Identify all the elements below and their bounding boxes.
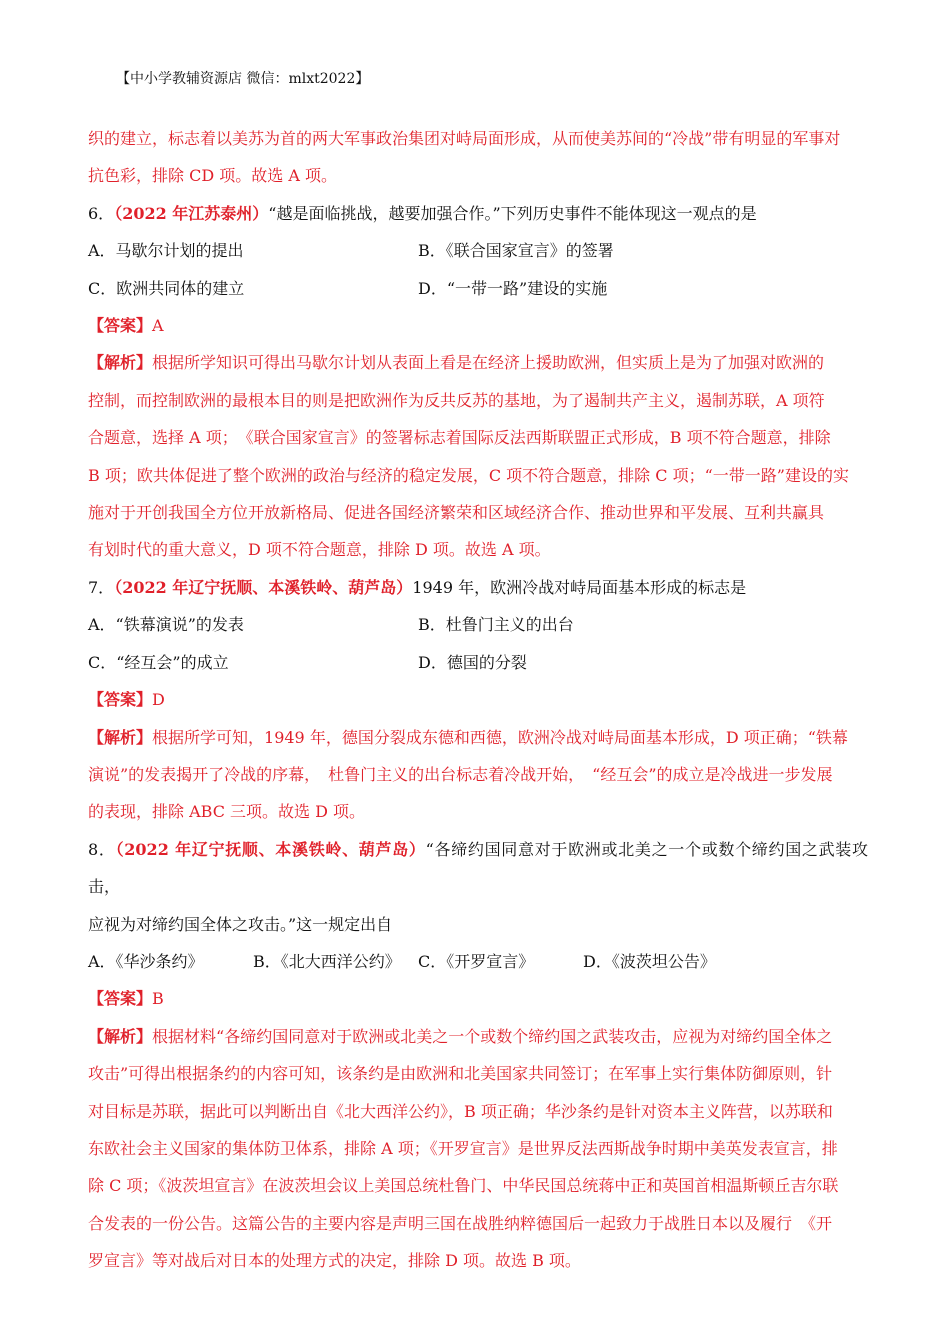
analysis-line: 合发表的一份公告。这篇公告的主要内容是声明三国在战胜纳粹德国后一起致力于战胜日本以及履行 《开 (88, 1213, 833, 1233)
analysis-line: 控制，而控制欧洲的最根本目的则是把欧洲作为反共反苏的基地，为了遏制共产主义，遏制苏联，A 项符 (88, 390, 825, 410)
options-row (88, 606, 868, 643)
question-8-stem (88, 831, 868, 906)
analysis-line: 攻击”可得出根据条约的内容可知，该条约是由欧洲和北美国家共同签订；在军事上实行集体防御原则，针 (88, 1064, 833, 1084)
question-source: （2022 年辽宁抚顺、本溪铁岭、葫芦岛） (114, 577, 413, 597)
question-text: 1949 年，欧洲冷战对峙局面基本形成的标志是 (412, 577, 747, 597)
option-c: C．《开罗宣言》 (418, 951, 535, 971)
option-d: D．《波茨坦公告》 (583, 951, 716, 971)
option-b: B．杜鲁门主义的出台 (418, 615, 574, 635)
option-b: B．《联合国家宣言》的签署 (418, 241, 614, 261)
question-text: “各缔约国同意对于欧洲或北美之一个或数个缔约国之武装攻击， (88, 839, 868, 897)
analysis-line (88, 719, 868, 756)
analysis-line: 施对于开创我国全方位开放新格局、促进各国经济繁荣和区域经济合作、推动世界和平发展、互利共赢具 (88, 503, 825, 523)
analysis-line (88, 344, 868, 381)
options-row (88, 644, 868, 681)
analysis-line: 演说”的发表揭开了冷战的序幕， 杜鲁门主义的出台标志着冷战开始， “经互会”的成立是冷战进一步发展 (88, 764, 833, 784)
page-header: 【中小学教辅资源店 微信：mlxt2022】 (116, 71, 370, 87)
question-number: 8． (88, 839, 116, 859)
analysis-label: 【解析】 (88, 353, 153, 373)
analysis-line: 罗宣言》等对战后对日本的处理方式的决定，排除 D 项。故选 B 项。 (88, 1251, 581, 1271)
analysis-line: 对目标是苏联，据此可以判断出自《北大西洋公约》，B 项正确；华沙条约是针对资本主义阵营，以苏联和 (88, 1101, 833, 1121)
analysis-line: 合题意，选择 A 项； 《联合国家宣言》的签署标志着国际反法西斯联盟正式形成，B 项不符合题意，排除 (88, 428, 831, 448)
prev-analysis-line: 织的建立，标志着以美苏为首的两大军事政治集团对峙局面形成，从而使美苏间的“冷战”带有明显的军事对 (88, 129, 841, 148)
options-row (88, 232, 868, 269)
question-source: （2022 年辽宁抚顺、本溪铁岭、葫芦岛） (115, 839, 426, 859)
analysis-text: 根据所学知识可得出马歇尔计划从表面上看是在经济上援助欧洲，但实质上是为了加强对欧洲的 (152, 353, 825, 373)
option-d: D．“一带一路”建设的实施 (418, 278, 608, 298)
answer (88, 307, 868, 344)
analysis-label: 【解析】 (88, 727, 153, 747)
analysis-line (88, 1018, 868, 1055)
option-a: A．“铁幕演说”的发表 (88, 615, 244, 635)
analysis-line: 东欧社会主义国家的集体防卫体系，排除 A 项；《开罗宣言》是世界反法西斯战争时期中美英发表宣言，排 (88, 1138, 838, 1158)
options-row (88, 943, 868, 980)
answer (88, 681, 868, 718)
option-c: C．欧洲共同体的建立 (88, 278, 245, 298)
answer-value: A (152, 316, 164, 336)
option-d: D．德国的分裂 (418, 652, 527, 672)
answer-value: D (152, 690, 165, 710)
analysis-text: 根据所学可知，1949 年，德国分裂成东德和西德，欧洲冷战对峙局面基本形成，D 项正确；“铁幕 (152, 727, 848, 747)
document-body (88, 120, 868, 1280)
question-source: （2022 年江苏泰州） (114, 203, 269, 223)
option-b: B．《北大西洋公约》 (253, 951, 401, 971)
question-number: 7． (88, 577, 115, 597)
prev-analysis-line: 抗色彩，排除 CD 项。故选 A 项。 (88, 166, 337, 186)
question-7-stem (88, 569, 868, 606)
analysis-line: 有划时代的重大意义，D 项不符合题意，排除 D 项。故选 A 项。 (88, 540, 551, 560)
question-6-stem (88, 195, 868, 232)
answer-label: 【答案】 (88, 690, 153, 710)
option-c: C．“经互会”的成立 (88, 652, 229, 672)
option-a: A．《华沙条约》 (88, 951, 204, 971)
analysis-label: 【解析】 (88, 1026, 153, 1046)
answer (88, 980, 868, 1017)
analysis-text: 根据材料“各缔约国同意对于欧洲或北美之一个或数个缔约国之武装攻击，应视为对缔约国全体之 (152, 1026, 833, 1046)
answer-label: 【答案】 (88, 316, 153, 336)
question-number: 6． (88, 203, 115, 223)
question-text: “越是面临挑战，越要加强合作。”下列历史事件不能体现这一观点的是 (268, 203, 757, 223)
question-text-continued: 应视为对缔约国全体之攻击。”这一规定出自 (88, 914, 393, 934)
analysis-line: 的表现，排除 ABC 三项。故选 D 项。 (88, 802, 366, 822)
analysis-line: B 项；欧共体促进了整个欧洲的政治与经济的稳定发展，C 项不符合题意，排除 C 项；“一带一路”建设的实 (88, 465, 849, 485)
analysis-line: 除 C 项；《波茨坦宣言》在波茨坦会议上美国总统杜鲁门、中华民国总统蒋中正和英国首相温斯顿丘吉尔联 (88, 1176, 839, 1196)
answer-label: 【答案】 (88, 989, 153, 1009)
option-a: A．马歇尔计划的提出 (88, 241, 244, 261)
answer-value: B (152, 989, 164, 1009)
options-row (88, 270, 868, 307)
